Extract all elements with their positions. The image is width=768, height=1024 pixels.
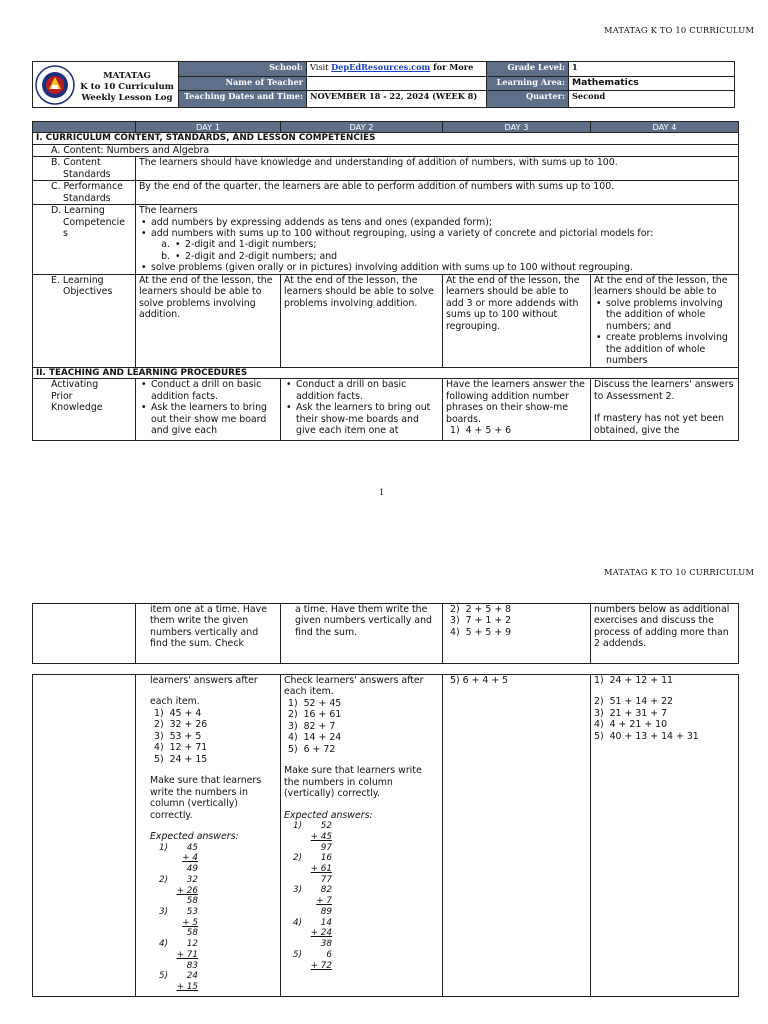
activating-day3 bbox=[443, 379, 591, 441]
day4-item-text: 4 + 21 + 10 bbox=[609, 719, 668, 731]
day1-sum-number bbox=[150, 864, 172, 875]
day1-sum-line bbox=[150, 886, 277, 897]
activating-day3-item1-text: 4 + 5 + 6 bbox=[465, 425, 512, 437]
objective-day3: At the end of the lesson, the learners should be able to add 3 or more addends with sums up to 100 without regrouping. bbox=[443, 274, 591, 367]
day1-sum-number bbox=[150, 928, 172, 939]
day3-item-text: 2 + 5 + 8 bbox=[465, 604, 512, 615]
quarter-value: Second bbox=[569, 91, 735, 108]
lesson-log-header bbox=[32, 61, 735, 108]
continuation-day1: item one at a time. Have them write the given numbers vertically and find the sum. Check bbox=[136, 604, 281, 664]
day1-sum-number: 5) bbox=[158, 971, 168, 982]
day2-sum-value: 16 bbox=[320, 853, 332, 864]
day1-item: 3) 53 + 5 bbox=[154, 730, 202, 742]
activating-label-l2: Prior bbox=[51, 390, 73, 402]
day1-sum-value: 49 bbox=[186, 864, 198, 875]
lesson-table-page2-continuation bbox=[32, 603, 739, 664]
school-suffix: for More bbox=[430, 62, 474, 72]
content-standards-text: The learners should have knowledge and understanding of addition of numbers, with sums up to 100. bbox=[136, 157, 739, 181]
day2-item: 1) 52 + 45 bbox=[288, 697, 342, 709]
day2-sum-number bbox=[284, 907, 306, 918]
objective-day2: At the end of the lesson, the learners should be able to solve problems involving addition. bbox=[281, 274, 443, 367]
day3-item: 2) 2 + 5 + 8 bbox=[450, 604, 512, 615]
title-block bbox=[33, 62, 179, 108]
day1-expected-label: Expected answers: bbox=[150, 831, 239, 843]
activating-day1 bbox=[136, 379, 281, 441]
day2-item-text: 82 + 7 bbox=[303, 720, 336, 732]
performance-standards-text: By the end of the quarter, the learners are able to perform addition of numbers with sums up to 100. bbox=[136, 181, 739, 205]
day1-sum-value: 58 bbox=[186, 896, 198, 907]
day1-item-text: 24 + 15 bbox=[169, 753, 208, 765]
objective-day1: At the end of the lesson, the learners should be able to solve problems involving addition. bbox=[136, 274, 281, 367]
day2-sum-value: + 24 bbox=[310, 928, 332, 939]
day2-sum-number: 5) bbox=[292, 949, 302, 960]
day1-item-text: 32 + 26 bbox=[169, 719, 208, 731]
activating-prior-knowledge-label bbox=[33, 379, 136, 441]
exercises-label bbox=[33, 675, 136, 997]
day1-sum-line bbox=[150, 928, 277, 939]
learning-area-value: Mathematics bbox=[569, 77, 735, 91]
day4-item: 4) 4 + 21 + 10 bbox=[594, 719, 668, 731]
continuation-day4: numbers below as additional exercises and discuss the process of adding more than 2 addends. bbox=[591, 604, 739, 664]
school-label: School: bbox=[179, 62, 307, 77]
day1-check-text: learners' answers after bbox=[150, 675, 258, 686]
day-header-blank bbox=[33, 122, 136, 133]
day2-sum-value: 77 bbox=[320, 874, 332, 885]
day2-item-text: 16 + 61 bbox=[303, 709, 342, 721]
day2-sum-value: 82 bbox=[320, 885, 332, 896]
day3-item5: 5) 6 + 4 + 5 bbox=[450, 675, 509, 686]
day3-item-text: 7 + 1 + 2 bbox=[465, 615, 512, 627]
section-curriculum-heading: I. CURRICULUM CONTENT, STANDARDS, AND LESSON COMPETENCIES bbox=[33, 133, 739, 145]
day2-sum-line bbox=[284, 928, 439, 939]
lesson-table-page1 bbox=[32, 121, 739, 441]
day3-item-text: 5 + 5 + 9 bbox=[465, 626, 512, 638]
exercises-day2 bbox=[281, 675, 443, 997]
day1-sum-line bbox=[150, 982, 277, 993]
day2-expected-label: Expected answers: bbox=[284, 809, 373, 821]
day2-item-text: 14 + 24 bbox=[303, 732, 342, 744]
grade-level-label: Grade Level: bbox=[487, 62, 569, 77]
day2-sum-line bbox=[284, 950, 439, 961]
day1-sum-value: + 4 bbox=[182, 853, 198, 864]
day2-item: 2) 16 + 61 bbox=[288, 709, 342, 721]
day1-item: 5) 24 + 15 bbox=[154, 753, 208, 765]
activating-day3-intro: Have the learners answer the following addition number phrases on their show-me boards. bbox=[446, 379, 585, 425]
running-header-page2: MATATAG K TO 10 CURRICULUM bbox=[604, 567, 755, 577]
day2-sum-line bbox=[284, 875, 439, 886]
section-procedures-heading: II. TEACHING AND LEARNING PROCEDURES bbox=[33, 367, 739, 379]
competency-item bbox=[139, 228, 735, 262]
day1-sum-number bbox=[150, 950, 172, 961]
day1-sum-value: 32 bbox=[186, 874, 198, 885]
content-row: A. Content: Numbers and Algebra bbox=[33, 144, 739, 156]
day2-item: 3) 82 + 7 bbox=[288, 720, 336, 732]
performance-standards-label bbox=[33, 181, 136, 205]
day2-sum-line bbox=[284, 832, 439, 843]
day1-header: DAY 1 bbox=[136, 122, 281, 133]
day2-sum-number: 4) bbox=[292, 917, 302, 928]
day2-sum-value: 97 bbox=[320, 842, 332, 853]
day1-sum-line bbox=[150, 875, 277, 886]
day2-sum-number bbox=[284, 939, 306, 950]
day2-sum-value: + 7 bbox=[316, 896, 332, 907]
activating-day2 bbox=[281, 379, 443, 441]
day1-sum-line bbox=[150, 950, 277, 961]
teacher-label: Name of Teacher bbox=[179, 77, 307, 91]
day3-item: 3) 7 + 1 + 2 bbox=[450, 615, 512, 627]
day2-item-text: 52 + 45 bbox=[303, 697, 342, 709]
day4-item: 5) 40 + 13 + 14 + 31 bbox=[594, 730, 699, 742]
day4-item: 3) 21 + 31 + 7 bbox=[594, 707, 668, 719]
day1-sum-line bbox=[150, 864, 277, 875]
lesson-table-page2-exercises bbox=[32, 674, 739, 997]
day1-item-text: 53 + 5 bbox=[169, 730, 202, 742]
day2-sum-number bbox=[284, 961, 306, 972]
day1-item: 4) 12 + 71 bbox=[154, 742, 208, 754]
day2-sum-value: + 72 bbox=[310, 960, 332, 971]
day2-sum-number: 1) bbox=[292, 821, 302, 832]
day4-item-text: 40 + 13 + 14 + 31 bbox=[609, 730, 699, 742]
competency-item-text: add numbers with sums up to 100 without regrouping, using a variety of concrete and pictorial models for: bbox=[151, 228, 654, 239]
day2-sum-line bbox=[284, 939, 439, 950]
competency-item: • add numbers by expressing addends as tens and ones (expanded form); bbox=[139, 217, 735, 228]
day2-sum-value: 52 bbox=[320, 821, 332, 832]
day2-sum-line bbox=[284, 918, 439, 929]
teacher-value bbox=[307, 77, 487, 91]
day2-sum-line bbox=[284, 896, 439, 907]
day1-sum-value: 58 bbox=[186, 928, 198, 939]
day4-item-text: 24 + 12 + 11 bbox=[609, 675, 674, 686]
school-value bbox=[307, 62, 487, 77]
day1-sum-value: 83 bbox=[186, 960, 198, 971]
day1-sum-line bbox=[150, 907, 277, 918]
content-standards-label bbox=[33, 157, 136, 181]
competencies-label-l2: Competencie bbox=[63, 216, 126, 228]
exercises-day3 bbox=[443, 675, 591, 997]
title-line3: Weekly Lesson Log bbox=[81, 93, 173, 103]
continuation-label bbox=[33, 604, 136, 664]
day4-item-text: 51 + 14 + 22 bbox=[609, 696, 674, 708]
day1-sum-number bbox=[150, 982, 172, 993]
day3-item: 4) 5 + 5 + 9 bbox=[450, 626, 512, 638]
day1-item-text: 45 + 4 bbox=[169, 707, 202, 719]
day2-sum-value: + 61 bbox=[310, 864, 332, 875]
depedresources-link[interactable]: DepEdResources.com bbox=[331, 62, 431, 72]
day1-item-text: 12 + 71 bbox=[169, 742, 208, 754]
learning-competencies-text bbox=[136, 205, 739, 275]
day2-sum-value: + 45 bbox=[310, 831, 332, 842]
day2-sum-number bbox=[284, 832, 306, 843]
day1-sum-number bbox=[150, 961, 172, 972]
day1-sum-line bbox=[150, 853, 277, 864]
day1-sum-number: 3) bbox=[158, 906, 168, 917]
performance-standards-label-l1: C. Performance bbox=[51, 181, 123, 193]
objectives-label-l2: Objectives bbox=[63, 286, 113, 298]
exercises-day4 bbox=[591, 675, 739, 997]
exercises-day1 bbox=[136, 675, 281, 997]
day1-sum-number: 4) bbox=[158, 939, 168, 950]
learning-competencies-label bbox=[33, 205, 136, 275]
objective-day4-intro: At the end of the lesson, the learners should be able to bbox=[594, 274, 728, 298]
activating-day4 bbox=[591, 379, 739, 441]
day3-header: DAY 3 bbox=[443, 122, 591, 133]
day1-sum-number: 2) bbox=[158, 874, 168, 885]
day1-sum-value: + 15 bbox=[176, 981, 198, 992]
day1-expected-answers bbox=[150, 843, 277, 993]
day2-sum-line bbox=[284, 853, 439, 864]
day1-sum-number bbox=[150, 918, 172, 929]
day2-sum-number bbox=[284, 896, 306, 907]
day1-sum-line bbox=[150, 939, 277, 950]
day1-each-text: each item. bbox=[150, 696, 200, 708]
day1-sum-value: + 26 bbox=[176, 885, 198, 896]
grade-level-value: 1 bbox=[569, 62, 735, 77]
day4-header: DAY 4 bbox=[591, 122, 739, 133]
day2-sum-value: 89 bbox=[320, 906, 332, 917]
day2-sum-value: 6 bbox=[326, 949, 332, 960]
activating-day2-item: • Conduct a drill on basic addition facts. bbox=[284, 379, 439, 402]
day1-sum-number: 1) bbox=[158, 842, 168, 853]
day1-sum-value: + 71 bbox=[176, 949, 198, 960]
day2-sum-value: 38 bbox=[320, 939, 332, 950]
objective-day4-item: • create problems involving the addition of whole numbers bbox=[594, 332, 735, 366]
day1-sum-value: 24 bbox=[186, 971, 198, 982]
day2-sum-line bbox=[284, 961, 439, 972]
competencies-label-l1: D. Learning bbox=[51, 205, 105, 217]
day2-item: 4) 14 + 24 bbox=[288, 732, 342, 744]
day1-sum-number bbox=[150, 886, 172, 897]
day1-sum-value: 12 bbox=[186, 939, 198, 950]
competency-subitem: • b. 2-digit and 2-digit numbers; and bbox=[173, 251, 735, 262]
day4-item: 1) 24 + 12 + 11 bbox=[594, 675, 674, 686]
day2-sum-value: 14 bbox=[320, 917, 332, 928]
day2-item: 5) 6 + 72 bbox=[288, 743, 336, 755]
activating-day3-item1: 1) 4 + 5 + 6 bbox=[450, 425, 512, 437]
school-prefix: Visit bbox=[310, 62, 332, 72]
day1-sum-line bbox=[150, 971, 277, 982]
activating-day1-item: • Conduct a drill on basic addition facts. bbox=[139, 379, 277, 402]
day1-sum-line bbox=[150, 843, 277, 854]
activating-day4-text1: Discuss the learners' answers to Assessment 2. bbox=[594, 379, 734, 402]
day2-expected-answers bbox=[284, 821, 439, 971]
title-line1: MATATAG bbox=[103, 71, 151, 81]
continuation-day2: a time. Have them write the given numbers vertically and find the sum. bbox=[281, 604, 443, 664]
day1-sum-line bbox=[150, 896, 277, 907]
day2-sum-number bbox=[284, 875, 306, 886]
dates-label: Teaching Dates and Time: bbox=[179, 91, 307, 108]
day2-sum-number bbox=[284, 843, 306, 854]
day2-item-text: 6 + 72 bbox=[303, 743, 336, 755]
activating-label-l3: Knowledge bbox=[51, 402, 103, 414]
activating-day1-item: • Ask the learners to bring out their show me board and give each bbox=[139, 402, 277, 436]
activating-day4-text2: If mastery has not yet been obtained, give the bbox=[594, 413, 724, 436]
day2-check-text: Check learners' answers after each item. bbox=[284, 675, 424, 698]
objective-day4 bbox=[591, 274, 739, 367]
day2-sum-number: 2) bbox=[292, 853, 302, 864]
day2-sum-line bbox=[284, 821, 439, 832]
title-line2: K to 10 Curriculum bbox=[80, 82, 174, 92]
day1-sum-value: 53 bbox=[186, 906, 198, 917]
objectives-label-l1: E. Learning bbox=[51, 274, 104, 286]
learning-objectives-label bbox=[33, 274, 136, 367]
day1-sum-number bbox=[150, 896, 172, 907]
objective-day4-item: • solve problems involving the addition of whole numbers; and bbox=[594, 298, 735, 332]
quarter-label: Quarter: bbox=[487, 91, 569, 108]
day1-sum-line bbox=[150, 961, 277, 972]
day4-item: 2) 51 + 14 + 22 bbox=[594, 696, 674, 708]
competency-item: • solve problems (given orally or in pictures) involving addition with sums up to 100 without regrouping. bbox=[139, 262, 735, 273]
competency-subitem: • a. 2-digit and 1-digit numbers; bbox=[173, 239, 735, 250]
day2-sum-line bbox=[284, 864, 439, 875]
day2-sum-line bbox=[284, 885, 439, 896]
day4-item-text: 21 + 31 + 7 bbox=[609, 707, 668, 719]
day1-sum-number bbox=[150, 853, 172, 864]
content-standards-label-l2: Standards bbox=[63, 168, 111, 180]
deped-seal-logo bbox=[35, 65, 75, 105]
competencies-label-l3: s bbox=[63, 228, 68, 239]
day2-sum-line bbox=[284, 843, 439, 854]
day2-sum-number bbox=[284, 928, 306, 939]
activating-label-l1: Activating bbox=[51, 379, 99, 391]
day2-sum-line bbox=[284, 907, 439, 918]
learning-area-label: Learning Area: bbox=[487, 77, 569, 91]
continuation-day3 bbox=[443, 604, 591, 664]
day1-item: 1) 45 + 4 bbox=[154, 707, 202, 719]
performance-standards-label-l2: Standards bbox=[63, 192, 111, 204]
page-number: 1 bbox=[379, 488, 385, 498]
competencies-intro: The learners bbox=[139, 205, 198, 217]
running-header: MATATAG K TO 10 CURRICULUM bbox=[604, 25, 755, 35]
day2-make-sure-text: Make sure that learners write the numbers in column (vertically) correctly. bbox=[284, 765, 422, 800]
content-standards-label-l1: B. Content bbox=[51, 157, 101, 169]
day1-sum-value: 45 bbox=[186, 842, 198, 853]
day1-sum-value: + 5 bbox=[182, 917, 198, 928]
day1-item: 2) 32 + 26 bbox=[154, 719, 208, 731]
day2-sum-number: 3) bbox=[292, 885, 302, 896]
day1-make-sure-text: Make sure that learners write the numbers in column (vertically) correctly. bbox=[150, 775, 262, 821]
day2-sum-number bbox=[284, 864, 306, 875]
activating-day2-item: • Ask the learners to bring out their show-me boards and give each item one at bbox=[284, 402, 439, 436]
day1-sum-line bbox=[150, 918, 277, 929]
dates-value: NOVEMBER 18 - 22, 2024 (WEEK 8) bbox=[307, 91, 487, 108]
day2-header: DAY 2 bbox=[281, 122, 443, 133]
